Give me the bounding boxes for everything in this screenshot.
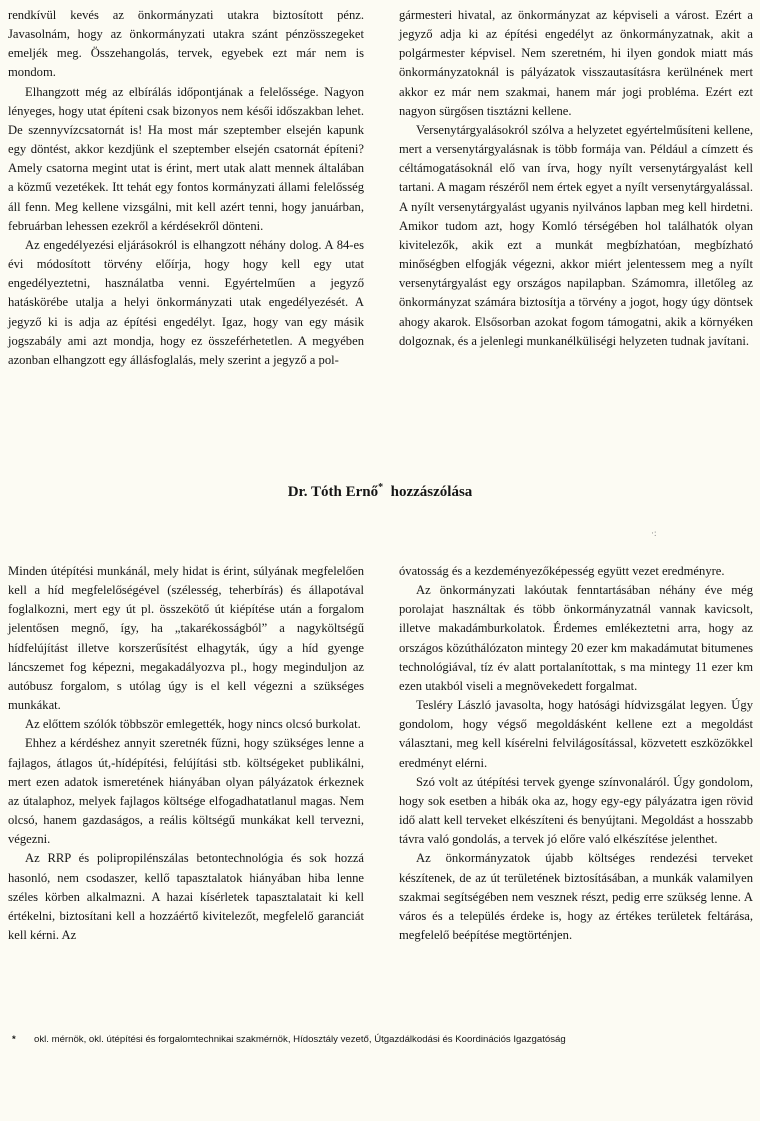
paragraph: rendkívül kevés az önkormányzati utakra biztosított pénz. Javasolnám, hogy az önkormányzati utakra szánt pénzösszegeket emeljék meg. Összehangolás, tervek, egyebek ezt már nem is mondom.: [8, 8, 364, 80]
paragraph: Az előttem szólók többször emlegették, hogy nincs olcsó burkolat.: [25, 717, 361, 732]
paragraph: óvatosság és a kezdeményezőképesség együtt vezet eredményre.: [399, 564, 725, 578]
paragraph: Az engedélyezési eljárásokról is elhangzott néhány dolog. A 84-es évi módosított törvény előírja, hogy hogy kell egy utat engedélyeztetni, használatba venni. Egyértelműen a jegyző hatáskörébe utalja a helyi önkormányzati utak engedélyezését. A jegyző ki is adja az építési engedélyt. Igaz, hogy van egy másik jogszabály ami azt mondja, hogy ez összeférhetetlen. A megyében azonban elhangzott egy állásfoglalás, mely szerint a jegyző a pol-: [8, 237, 364, 367]
footnote-text: okl. mérnök, okl. útépítési és forgalomtechnikai szakmérnök, Hídosztály vezető, Útgazdálkodási és Koordinációs Igazgatóság: [34, 1034, 566, 1045]
paragraph: gármesteri hivatal, az önkormányzat az képviseli a várost. Ezért a jegyző adja ki az építési engedélyt az önkormányzatnak, akit a polgármester képvisel. Nem szeretném, hi ilyen gondok miatt más önkormányzatoknál is pályázatok visszautasításra kerülnének mert akkor ez már nem szakmai, hanem már jogi probléma. Ezért ezt nagyon sürgősen tisztázni kellene.: [399, 8, 753, 118]
footnote-marker: *: [378, 482, 384, 493]
top-right-column: [399, 6, 753, 351]
scan-speck: ·:: [651, 528, 657, 538]
paragraph: Szó volt az útépítési tervek gyenge színvonaláról. Úgy gondolom, hogy sok esetben a hibák oka az, hogy egy-egy pályázatra igen rövid idő alatt kell terveket elkészíteni és benyújtani. Megoldást a hosszabb távra való gondolás, a tervek jó előre való elkészítése jelenthet.: [399, 774, 753, 847]
bottom-right-column: [399, 562, 753, 945]
author-name: Dr. Tóth Ernő: [287, 484, 379, 500]
paragraph: Ehhez a kérdéshez annyit szeretnék fűzni, hogy szükséges lenne a fajlagos, átlagos út,-hídépítési, felújítási stb. költségeket publikálni, mert ezen adatok ismeretének hiányában olyan pályázatok érkeznek az útalaphoz, melyek fajlagos költsége elfogadhatatlanul magas. Nem olcsó, hanem gazdaságos, a reális költségű munkákat kell tervezni, végezni.: [8, 736, 364, 847]
paragraph: Minden útépítési munkánál, mely hidat is érint, súlyának megfelelően kell a híd megfelelőségével (szélesség, teherbírás) és állapotával foglalkozni, mert egy út pl. összekötő út kiépítése után a forgalom jelentősen megnő, így, ha „takarékosságból” a nagyköltségű hídfelújítást illetve korszerűsítést elhagyták, úgy a híd gyenge láncszemet fog képezni, megakadályozva pl., hogy meginduljon az autóbusz forgalom, s utólag úgy is el kell végezni a szükséges munkákat.: [8, 564, 364, 713]
paragraph: Az RRP és polipropilénszálas betontechnológia és sok hozzá hasonló, nem csodaszer, kellő tapasztalatok hiányában hiba lenne széles körben alkalmazni. A hazai kísérletek tapasztalatait ki kell értékelni, biztosítani kell a hozzáértő kivitelezőt, megfelelő garanciát kell kérni. Az: [8, 851, 364, 942]
paragraph: Elhangzott még az elbírálás időpontjának a felelőssége. Nagyon lényeges, hogy utat építeni csak bizonyos nem késői időszakban lehet. De szennyvízcsatornát is! Ha most már szeptember elsején kapunk egy döntést, akkor kezdjünk el szeptember elsején csatornát építeni? Amely csatorna megint utat is érint, mert utak alatt mennek általában a közmű vezetékek. Itt tehát egy fontos kormányzati állami felelősség áll fenn. Meg kellene vizsgálni, mit kell azért tenni, hogy januárban, februárban lehessen ezekről a kérdésekről dönteni.: [8, 84, 364, 233]
footnote: [12, 1033, 752, 1046]
paragraph: Tesléry László javasolta, hogy hatósági hídvizsgálat legyen. Úgy gondolom, hogy végső megoldásként kellene ezt a megoldást választani, meg kell kísérelni felvilágosítással, közvetett eszközökkel eredményt elérni.: [399, 698, 753, 770]
heading-suffix: hozzászólása: [390, 484, 473, 500]
paragraph: Az önkormányzatok újabb költséges rendezési terveket készítenek, de az út területének biztosításában, a munkák valamilyen szakmai segítségében nem vesznek részt, pedig erre szükség lenne. A város és a település érdeke is, hogy az értékes területek feltárása, megfelelő beépítése megtörténjen.: [399, 851, 753, 942]
paragraph: Versenytárgyalásokról szólva a helyzetet egyértelműsíteni kellene, mert a versenytárgyalásnak is több formája van. Például a címzett és céltámogatásoknál elő van írva, hogy nyílt versenytárgyalást kell tartani. A magam részéről nem értek egyet a nyílt versenytárgyalással. A nyílt versenytárgyalást ugyanis nyilvános lapban meg kell hirdetni. Amikor tudom azt, hogy Komló térségében hol találhatók olyan kivitelezők, akik ezt a munkát megbízhatóan, megbízható minőségben elfogják végezni, akkor miért jelentessem meg a nyílt versenytárgyalást egy országos napilapban. Számomra, illetőleg az önkormányzat számára biztosítja a törvény a jogot, hogy úgy döntsek ahogy akarok. Elsősorban azokat fogom támogatni, akik a környéken dolgoznak, és a jelenlegi munkanélküliségi helyzeten tudnak javítani.: [399, 122, 753, 348]
top-left-column: [8, 6, 364, 370]
paragraph: Az önkormányzati lakóutak fenntartásában néhány éve még porolajat használtak és több önkormányzatnál vannak kavicsolt, illetve makadámburkolatok. Érdemes emlékeztetni arra, hogy az országos közúthálózaton mintegy 20 ezer km makadámutat bitumenes technológiával, tíz év alatt portalanítottak, s ma mintegy 11 ezer km ezen utakból viseli a megnövekedett forgalmat.: [399, 583, 753, 693]
bottom-left-column: [8, 562, 364, 945]
section-heading: [0, 482, 760, 501]
footnote-star: *: [12, 1034, 16, 1045]
